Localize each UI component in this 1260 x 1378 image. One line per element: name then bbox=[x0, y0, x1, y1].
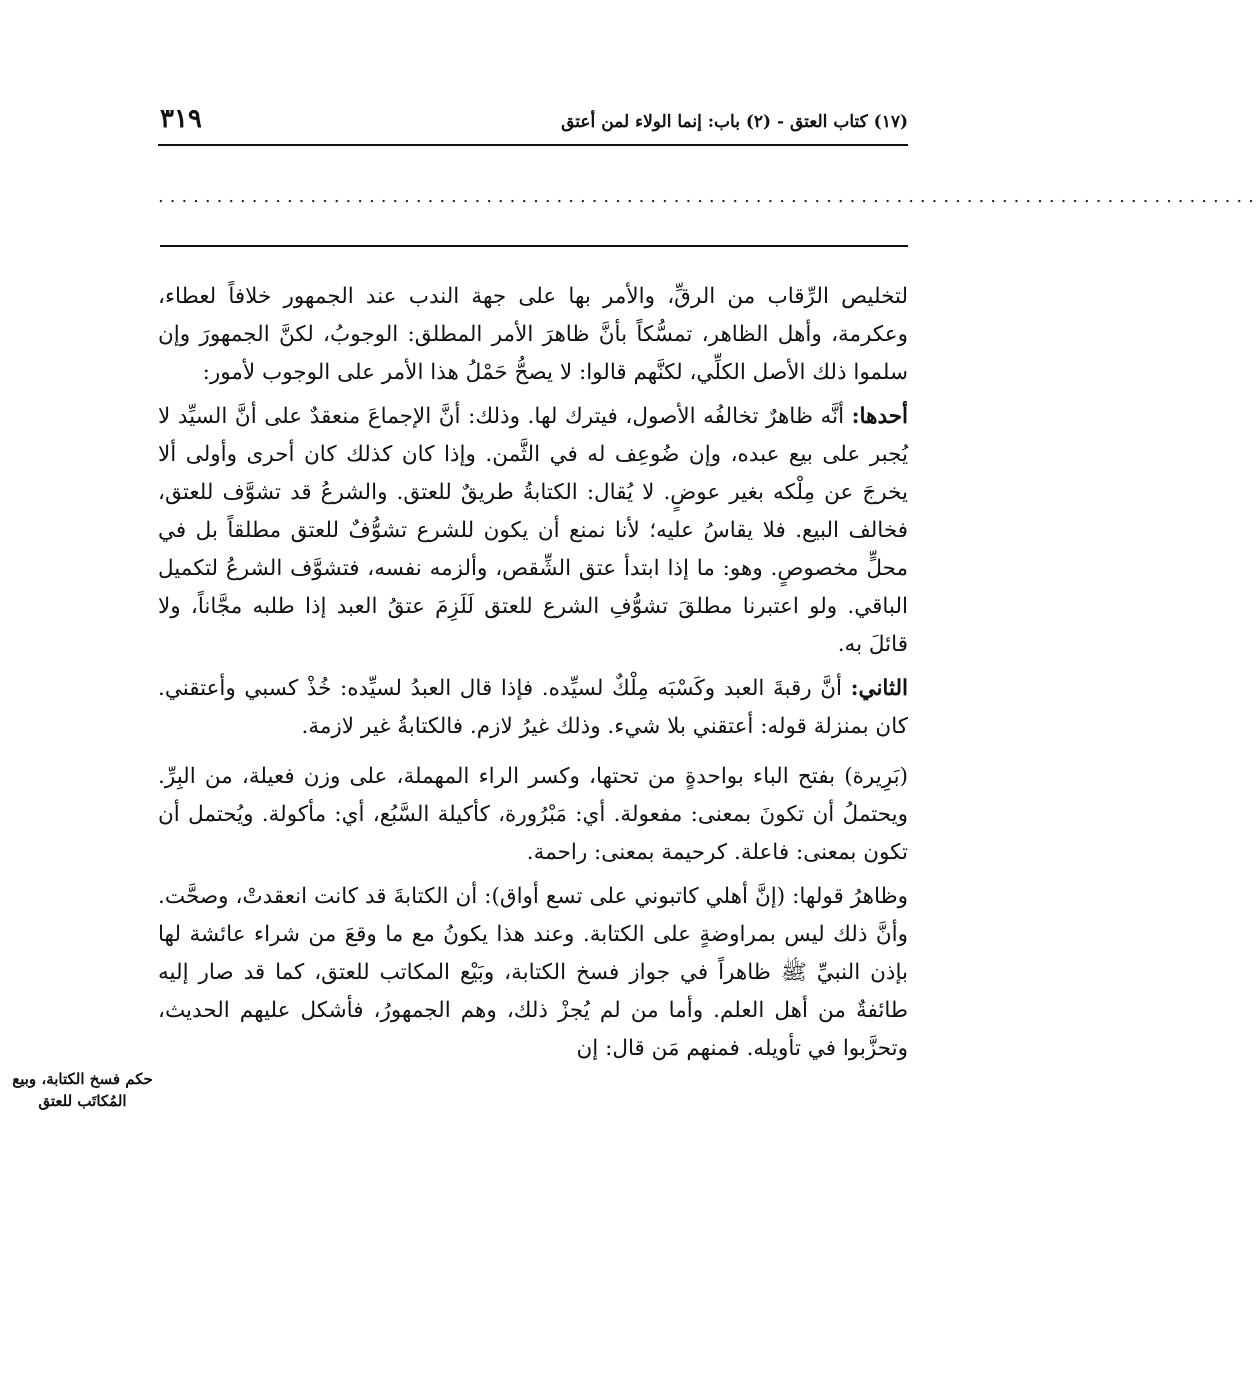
paragraph-text: أنَّ رقبةَ العبد وكَسْبَه مِلْكٌ لسيِّده. فإذا قال العبدُ لسيِّده: خُذْ كسبي وأعتقني. كان بمنزلة قوله: أعتقني بلا شيء. وذلك غيرُ لازم. فالكتابةُ غير لازمة. bbox=[158, 676, 908, 739]
paragraph bbox=[158, 398, 908, 664]
paragraph bbox=[158, 278, 908, 392]
paragraph bbox=[158, 878, 908, 1068]
paragraph-lead: الثاني: bbox=[850, 676, 908, 701]
paragraph-text: أنَّه ظاهرٌ تخالفُه الأصول، فيترك لها. وذلك: أنَّ الإجماعَ منعقدٌ على أنَّ السيِّد لا يُجبر على بيع عبده، وإن ضُوعِف له في الثَّمن. وإذا كان كذلك كان أحرى وأولى ألا يخرجَ عن مِلْكه بغير عوضٍ. لا يُقال: الكتابةُ طريقٌ للعتق. والشرعُ قد تشوَّف للعتق، فخالف البيع. فلا يقاسُ عليه؛ لأنا نمنع أن يكون للشرع تشوُّفٌ للعتق مطلقاً بل في محلٍّ مخصوصٍ. وهو: ما إذا ابتدأ عتق الشِّقص، وألزمه نفسه، فتشوَّف الشرعُ لتكميل الباقي. ولو اعتبرنا مطلقَ تشوُّفِ الشرع للعتق لَلَزِمَ عتقُ العبد إذا طلبه مجَّاناً، ولا قائلَ به. bbox=[158, 404, 908, 657]
running-title: (١٧) كتاب العتق - (٢) باب: إنما الولاء لمن أعتق bbox=[561, 112, 908, 132]
commentary-divider bbox=[160, 245, 908, 247]
ellipsis-divider: .............................................................................................. bbox=[158, 186, 1260, 207]
paragraph bbox=[158, 758, 908, 872]
main-text bbox=[158, 278, 908, 1068]
margin-note: حكم فسخ الكتابة، وبيع المُكاتَب للعتق bbox=[12, 1070, 153, 1110]
paragraph-text: لتخليص الرِّقاب من الرقِّ، والأمر بها على جهة الندب عند الجمهور خلافاً لعطاء، وعكرمة، وأهل الظاهر، تمسُّكاً بأنَّ ظاهرَ الأمر المطلق: الوجوبُ، لكنَّ الجمهورَ وإن سلموا ذلك الأصل الكلِّي، لكنَّهم قالوا: لا يصحُّ حَمْلُ هذا الأمر على الوجوب لأمور: bbox=[158, 284, 908, 385]
page-header bbox=[158, 104, 908, 146]
paragraph bbox=[158, 670, 908, 746]
page-number: ٣١٩ bbox=[160, 104, 202, 134]
paragraph-lead: أحدها: bbox=[851, 404, 908, 429]
paragraph-text: (بَرِيرة) بفتح الباء بواحدةٍ من تحتها، وكسر الراء المهملة، على وزن فعيلة، من البِرِّ. ويحتملُ أن تكونَ بمعنى: مفعولة. أي: مَبْرُورة، كأكيلة السَّبُع، أي: مأكولة. ويُحتمل أن تكون بمعنى: فاعلة. كرحيمة بمعنى: راحمة. bbox=[158, 764, 908, 865]
paragraph-text: وظاهرُ قولها: (إنَّ أهلي كاتبوني على تسع أواق): أن الكتابةَ قد كانت انعقدتْ، وصحَّت. وأنَّ ذلك ليس بمراوضةٍ على الكتابة. وعند هذا يكونُ مع ما وقعَ من شراء عائشة لها بإذن النبيِّ ﷺ ظاهراً في جواز فسخ الكتابة، وبَيْع المكاتب للعتق، كما قد صار إليه طائفةٌ من أهل العلم. وأما من لم يُجزْ ذلك، وهم الجمهورُ، فأشكل عليهم الحديث، وتحزَّبوا في تأويله. فمنهم مَن قال: إن bbox=[158, 884, 908, 1061]
